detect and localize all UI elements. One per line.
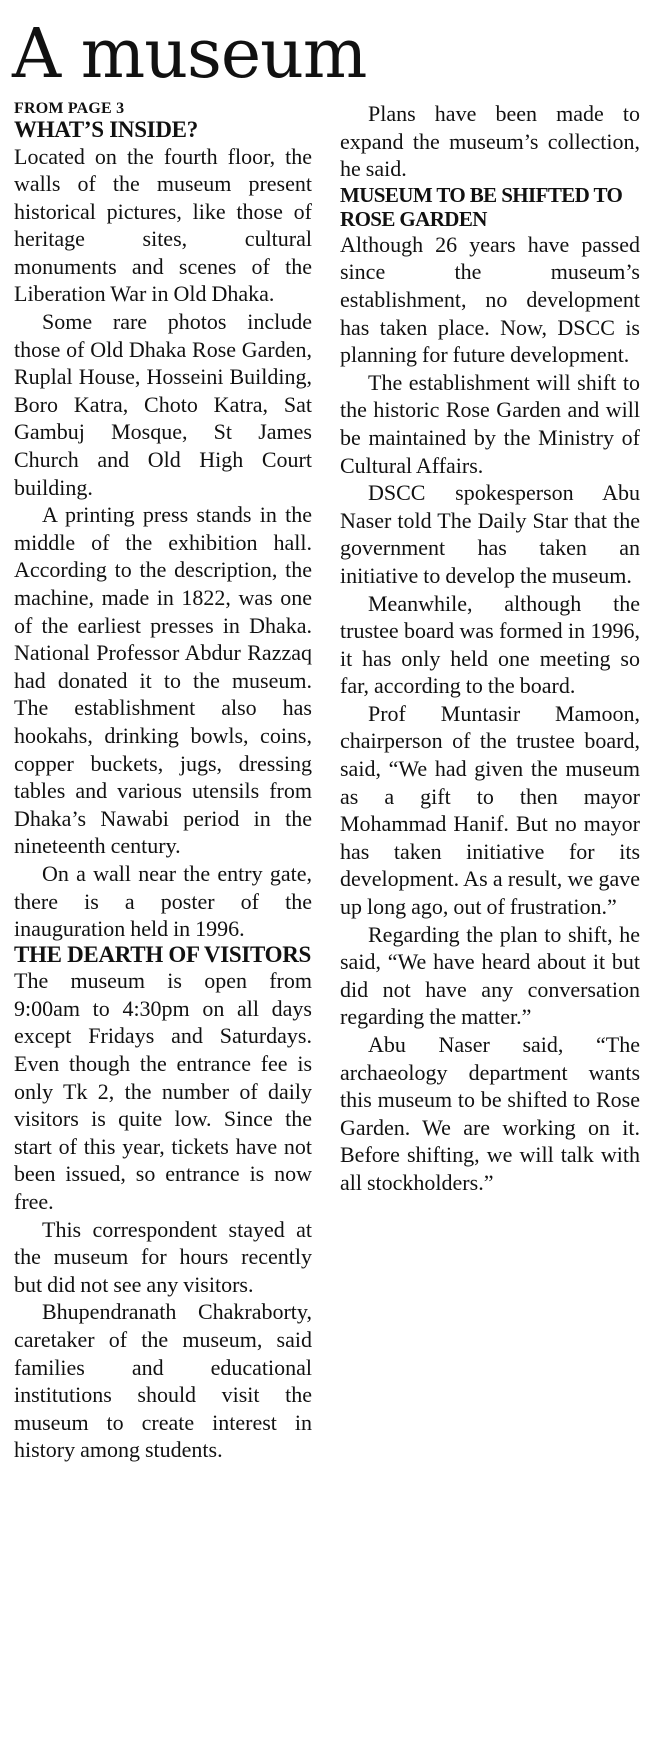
body-paragraph: DSCC spokesperson Abu Naser told The Daily Star that the government has taken an initiative to develop the museum.	[340, 480, 640, 588]
body-paragraph: Although 26 years have passed since the museum’s establishment, no development has taken place. Now, DSCC is planning for future development.	[340, 231, 640, 368]
continuation-kicker: FROM PAGE 3	[14, 100, 125, 117]
headline: A museum	[12, 15, 367, 94]
body-paragraph: The museum is open from 9:00am to 4:30pm on all days except Fridays and Saturdays. Even though the entrance fee is only Tk 2, the number of daily visitors is quite low. Since the start of this year, tickets have not been issued, so entrance is now free.	[14, 968, 312, 1214]
body-paragraph: Located on the fourth floor, the walls of the museum present historical pictures, like those of heritage sites, cultural monuments and scenes of the Liberation War in Old Dhaka.	[14, 143, 312, 307]
section-heading-museum-shift: MUSEUM TO BE SHIFTED TO ROSE GARDEN	[340, 182, 623, 231]
body-paragraph: A printing press stands in the middle of the exhibition hall. According to the description, the machine, made in 1822, was one of the earliest presses in Dhaka. National Professor Abdur Razzaq had donated it to the museum. The establishment also has hookahs, drinking bowls, coins, copper buckets, jugs, dressing tables and various utensils from Dhaka’s Nawabi period in the nineteenth century.	[14, 502, 312, 859]
body-paragraph: Plans have been made to expand the museum’s collection, he said.	[340, 101, 640, 182]
body-paragraph: This correspondent stayed at the museum for hours recently but did not see any visitors.	[14, 1216, 312, 1297]
body-paragraph: Regarding the plan to shift, he said, “We have heard about it but did not have any conversation regarding the matter.”	[340, 921, 640, 1030]
body-paragraph: Prof Muntasir Mamoon, chairperson of the trustee board, said, “We had given the museum as a gift to then mayor Mohammad Hanif. But no mayor has taken initiative for its development. As a result, we gave up long ago, out of frustration.”	[340, 700, 640, 920]
body-paragraph: Bhupendranath Chakraborty, caretaker of the museum, said families and educational institutions should visit the museum to create interest in history among students.	[14, 1299, 312, 1463]
body-paragraph: On a wall near the entry gate, there is a poster of the inauguration held in 1996.	[14, 860, 312, 942]
body-paragraph: Abu Naser said, “The archaeology department wants this museum to be shifted to Rose Garden. We are working on it. Before shifting, we will talk with all stockholders.”	[340, 1032, 640, 1195]
body-paragraph: Some rare photos include those of Old Dhaka Rose Garden, Ruplal House, Hosseini Building, Boro Katra, Choto Katra, Sat Gambuj Mosque, St James Church and Old High Court building.	[14, 309, 312, 500]
left-column	[14, 100, 312, 1464]
section-heading-dearth-of-visitors: THE DEARTH OF VISITORS	[14, 941, 312, 967]
right-column	[340, 100, 640, 1197]
body-paragraph: The establishment will shift to the historic Rose Garden and will be maintained by the Ministry of Cultural Affairs.	[340, 369, 640, 478]
section-heading-whats-inside: WHAT’S INSIDE?	[14, 117, 198, 142]
body-paragraph: Meanwhile, although the trustee board was formed in 1996, it has only held one meeting so far, according to the board.	[340, 590, 640, 699]
